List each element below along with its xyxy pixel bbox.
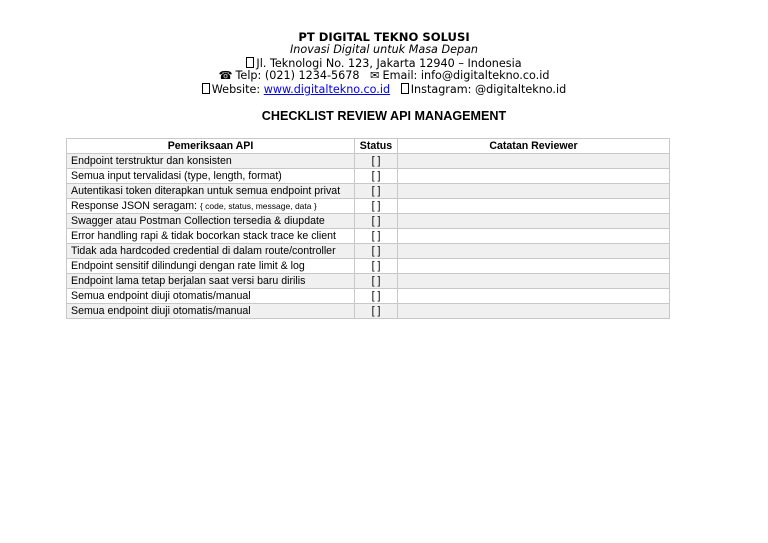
header-status: Status [355, 139, 398, 154]
web-line [0, 83, 768, 97]
reviewer-note[interactable] [398, 154, 670, 169]
company-tagline: Inovasi Digital untuk Masa Depan [289, 42, 479, 56]
reviewer-note[interactable] [398, 169, 670, 184]
table-row [67, 214, 670, 229]
email-icon: ✉ [370, 69, 380, 83]
status-checkbox[interactable]: [ ] [355, 244, 398, 259]
document-title: CHECKLIST REVIEW API MANAGEMENT [261, 109, 507, 123]
company-name: PT DIGITAL TEKNO SOLUSI [298, 30, 470, 44]
reviewer-note[interactable] [398, 274, 670, 289]
email-text: Email: info@digitaltekno.co.id [382, 69, 550, 83]
reviewer-note[interactable] [398, 259, 670, 274]
check-item: Autentikasi token diterapkan untuk semua endpoint privat [67, 184, 355, 199]
status-checkbox[interactable]: [ ] [355, 259, 398, 274]
phone-text: Telp: (021) 1234-5678 [235, 69, 360, 83]
status-checkbox[interactable]: [ ] [355, 214, 398, 229]
table-row [67, 304, 670, 319]
table-row [67, 289, 670, 304]
location-icon [246, 57, 254, 68]
status-checkbox[interactable]: [ ] [355, 169, 398, 184]
instagram-text: Instagram: @digitaltekno.id [410, 83, 567, 97]
status-checkbox[interactable]: [ ] [355, 304, 398, 319]
table-row [67, 274, 670, 289]
check-item: Semua input tervalidasi (type, length, format) [67, 169, 355, 184]
header-check: Pemeriksaan API [67, 139, 355, 154]
table-row [67, 199, 670, 214]
status-checkbox[interactable]: [ ] [355, 184, 398, 199]
check-item: Swagger atau Postman Collection tersedia & diupdate [67, 214, 355, 229]
checklist-table [66, 138, 670, 319]
status-checkbox[interactable]: [ ] [355, 154, 398, 169]
check-item: Semua endpoint diuji otomatis/manual [67, 304, 355, 319]
check-item: Endpoint terstruktur dan konsisten [67, 154, 355, 169]
table-row [67, 154, 670, 169]
globe-icon [202, 83, 210, 94]
status-checkbox[interactable]: [ ] [355, 274, 398, 289]
check-item: Endpoint sensitif dilindungi dengan rate limit & log [67, 259, 355, 274]
website-label: Website: [211, 83, 261, 97]
check-item: Tidak ada hardcoded credential di dalam route/controller [67, 244, 355, 259]
check-item: Error handling rapi & tidak bocorkan stack trace ke client [67, 229, 355, 244]
table-row [67, 244, 670, 259]
reviewer-note[interactable] [398, 244, 670, 259]
phone-icon: ☎ [218, 69, 233, 83]
table-row [67, 184, 670, 199]
table-row [67, 259, 670, 274]
letterhead [0, 31, 768, 97]
reviewer-note[interactable] [398, 214, 670, 229]
check-item: Semua endpoint diuji otomatis/manual [67, 289, 355, 304]
instagram-icon [401, 83, 409, 94]
reviewer-note[interactable] [398, 304, 670, 319]
reviewer-note[interactable] [398, 184, 670, 199]
reviewer-note[interactable] [398, 199, 670, 214]
contact-line [0, 70, 768, 83]
table-row [67, 169, 670, 184]
status-checkbox[interactable]: [ ] [355, 199, 398, 214]
check-item-text: Response JSON seragam: [71, 199, 198, 212]
table-row [67, 229, 670, 244]
reviewer-note[interactable] [398, 229, 670, 244]
address-line [0, 57, 768, 71]
status-checkbox[interactable]: [ ] [355, 229, 398, 244]
check-item: Endpoint lama tetap berjalan saat versi baru dirilis [67, 274, 355, 289]
address-text: Jl. Teknologi No. 123, Jakarta 12940 – Indonesia [256, 56, 522, 70]
table-header-row [67, 139, 670, 154]
check-item [67, 199, 355, 214]
header-notes: Catatan Reviewer [398, 139, 670, 154]
status-checkbox[interactable]: [ ] [355, 289, 398, 304]
reviewer-note[interactable] [398, 289, 670, 304]
check-item-detail: { code, status, message, data } [199, 200, 317, 211]
website-link[interactable]: www.digitaltekno.co.id [263, 83, 391, 97]
